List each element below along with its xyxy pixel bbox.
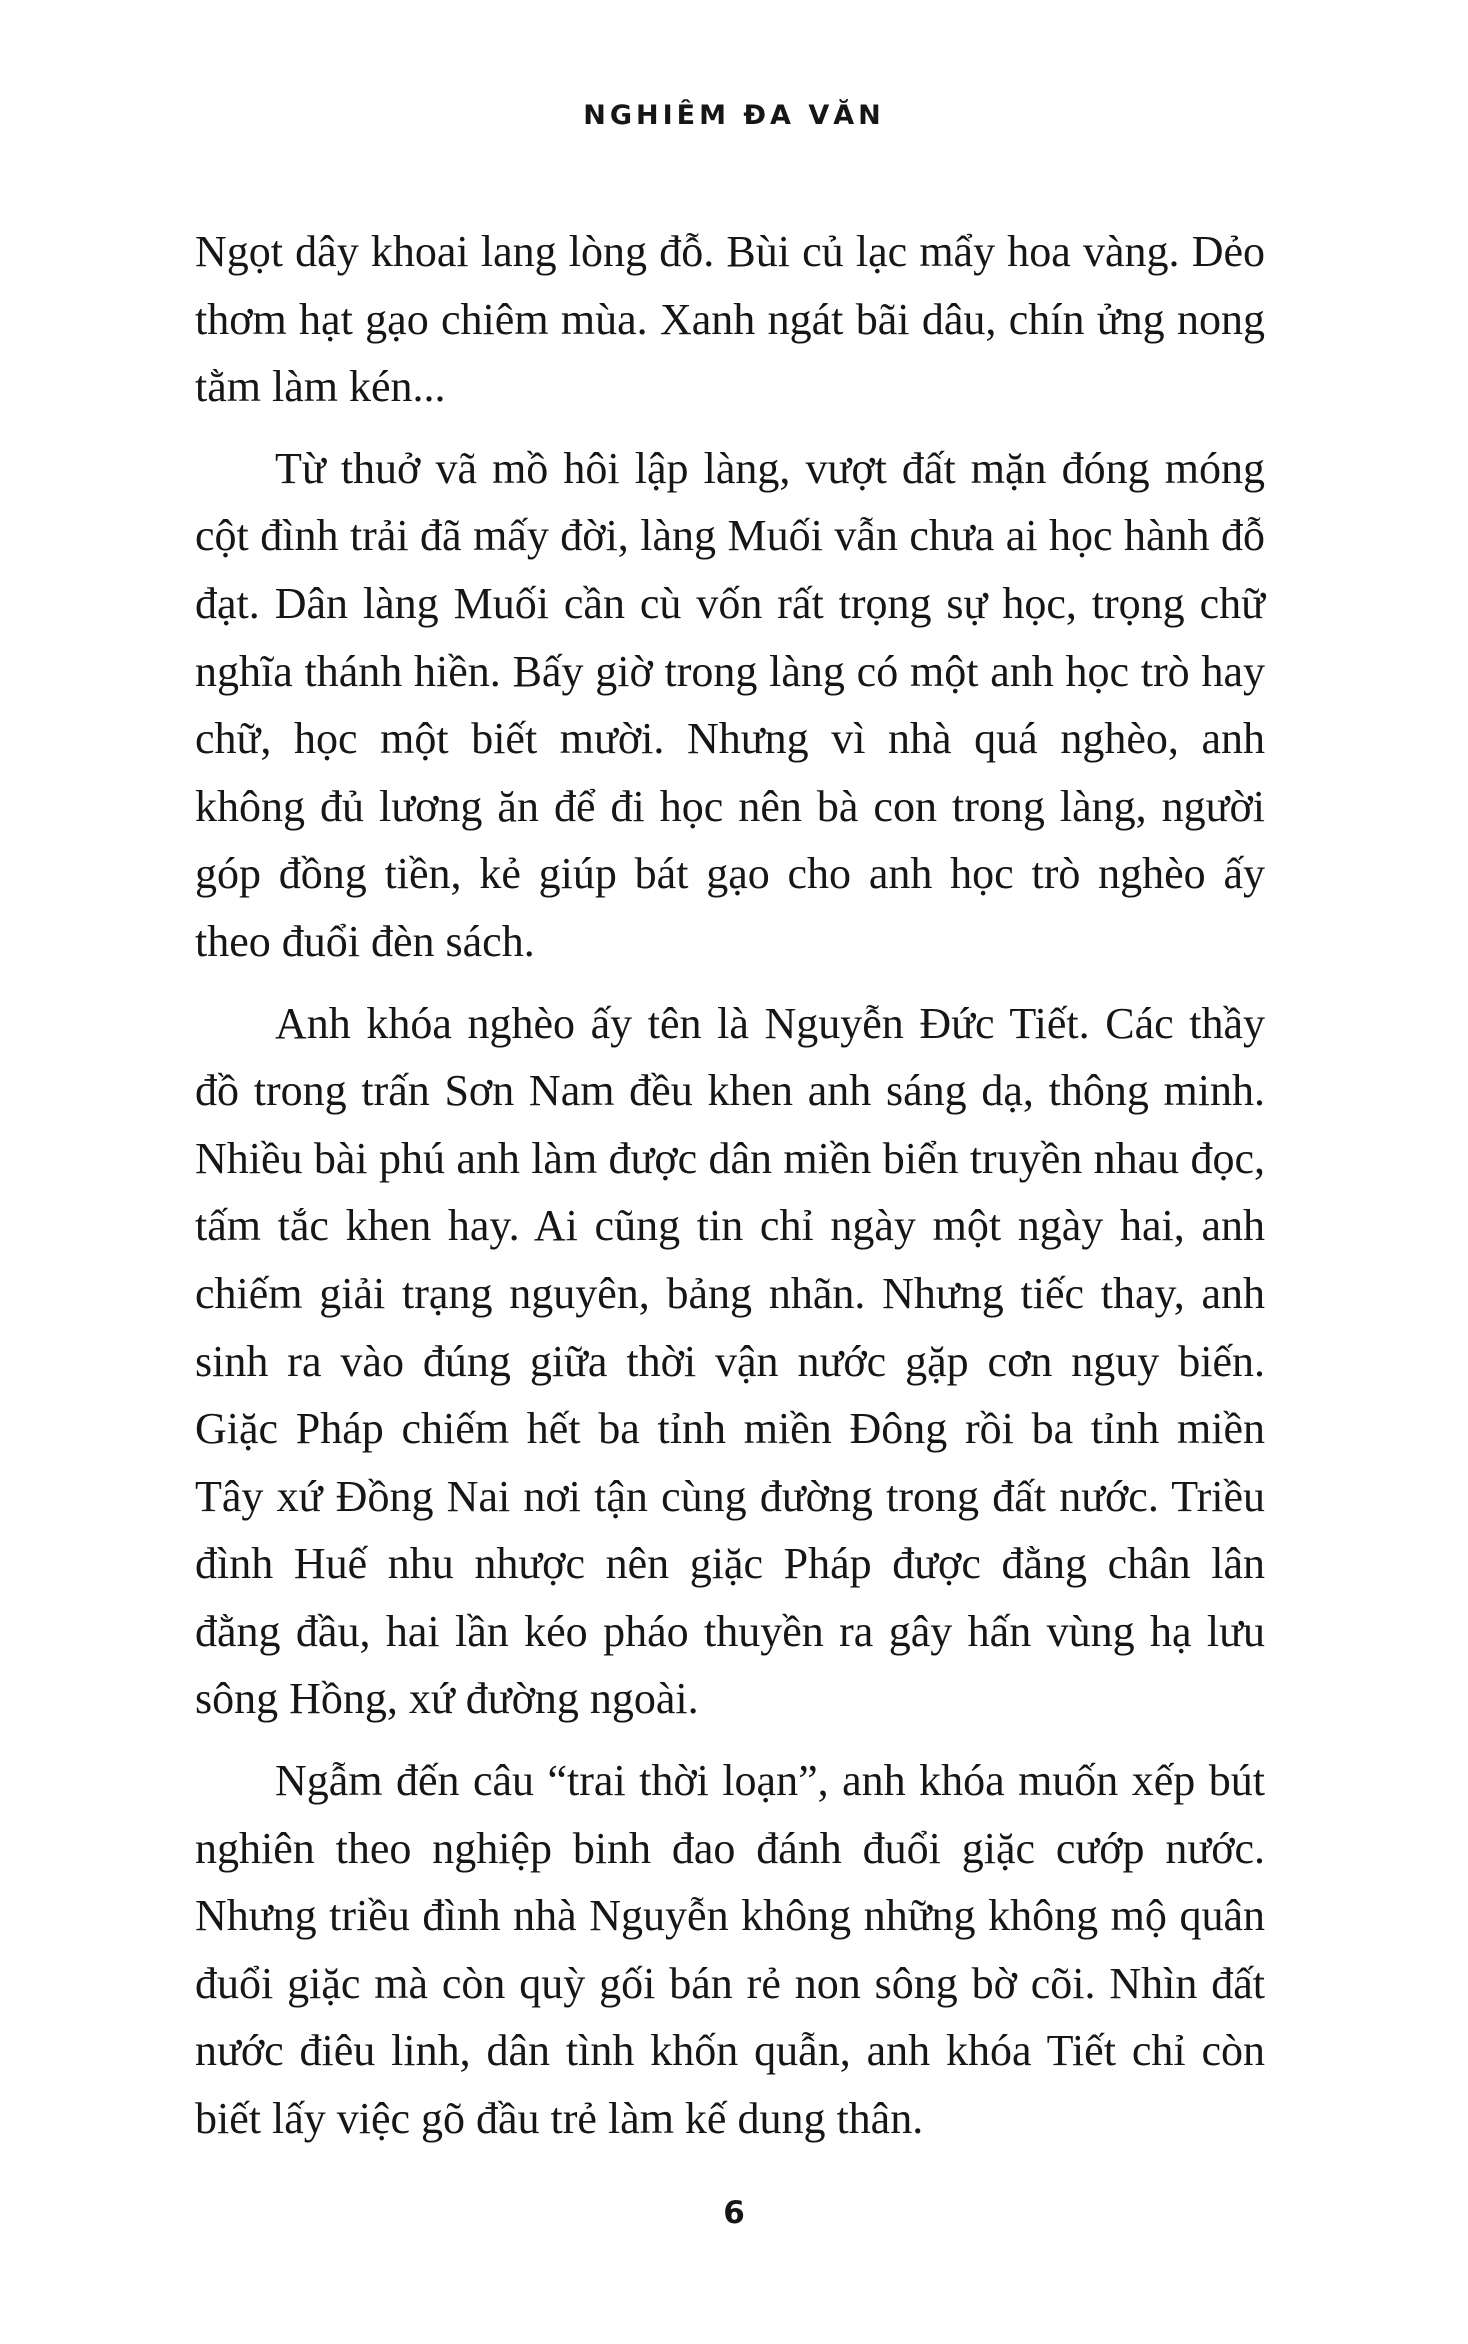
paragraph-2: Từ thuở vã mồ hôi lập làng, vượt đất mặn đóng móng cột đình trải đã mấy đời, làng Muối vẫn chưa ai học hành đỗ đạt. Dân làng Muối cần cù vốn rất trọng sự học, trọng chữ nghĩa thánh hiền. Bấy giờ trong làng có một anh học trò hay chữ, học một biết mười. Nhưng vì nhà quá nghèo, anh không đủ lương ăn để đi học nên bà con trong làng, người góp đồng tiền, kẻ giúp bát gạo cho anh học trò nghèo ấy theo đuổi đèn sách. bbox=[195, 443, 1265, 966]
paragraph-1: Ngọt dây khoai lang lòng đỗ. Bùi củ lạc mẩy hoa vàng. Dẻo thơm hạt gạo chiêm mùa. Xanh ngát bãi dâu, chín ửng nong tằm làm kén... bbox=[195, 227, 1265, 412]
running-header: NGHIÊM ĐA VĂN bbox=[583, 100, 885, 131]
paragraph-3: Anh khóa nghèo ấy tên là Nguyễn Đức Tiết. Các thầy đồ trong trấn Sơn Nam đều khen anh sáng dạ, thông minh. Nhiều bài phú anh làm được dân miền biển truyền nhau đọc, tấm tắc khen hay. Ai cũng tin chỉ ngày một ngày hai, anh chiếm giải trạng nguyên, bảng nhãn. Nhưng tiếc thay, anh sinh ra vào đúng giữa thời vận nước gặp cơn nguy biến. Giặc Pháp chiếm hết ba tỉnh miền Đông rồi ba tỉnh miền Tây xứ Đồng Nai nơi tận cùng đường trong đất nước. Triều đình Huế nhu nhược nên giặc Pháp được đằng chân lân đằng đầu, hai lần kéo pháo thuyền ra gây hấn vùng hạ lưu sông Hồng, xứ đường ngoài. bbox=[195, 998, 1265, 1724]
paragraph-4: Ngẫm đến câu “trai thời loạn”, anh khóa muốn xếp bút nghiên theo nghiệp binh đao đánh đuổi giặc cướp nước. Nhưng triều đình nhà Nguyễn không những không mộ quân đuổi giặc mà còn quỳ gối bán rẻ non sông bờ cõi. Nhìn đất nước điêu linh, dân tình khốn quẫn, anh khóa Tiết chỉ còn biết lấy việc gõ đầu trẻ làm kế dung thân. bbox=[195, 1756, 1265, 2144]
page-number: 6 bbox=[723, 2195, 745, 2231]
body-text bbox=[195, 218, 1265, 2167]
